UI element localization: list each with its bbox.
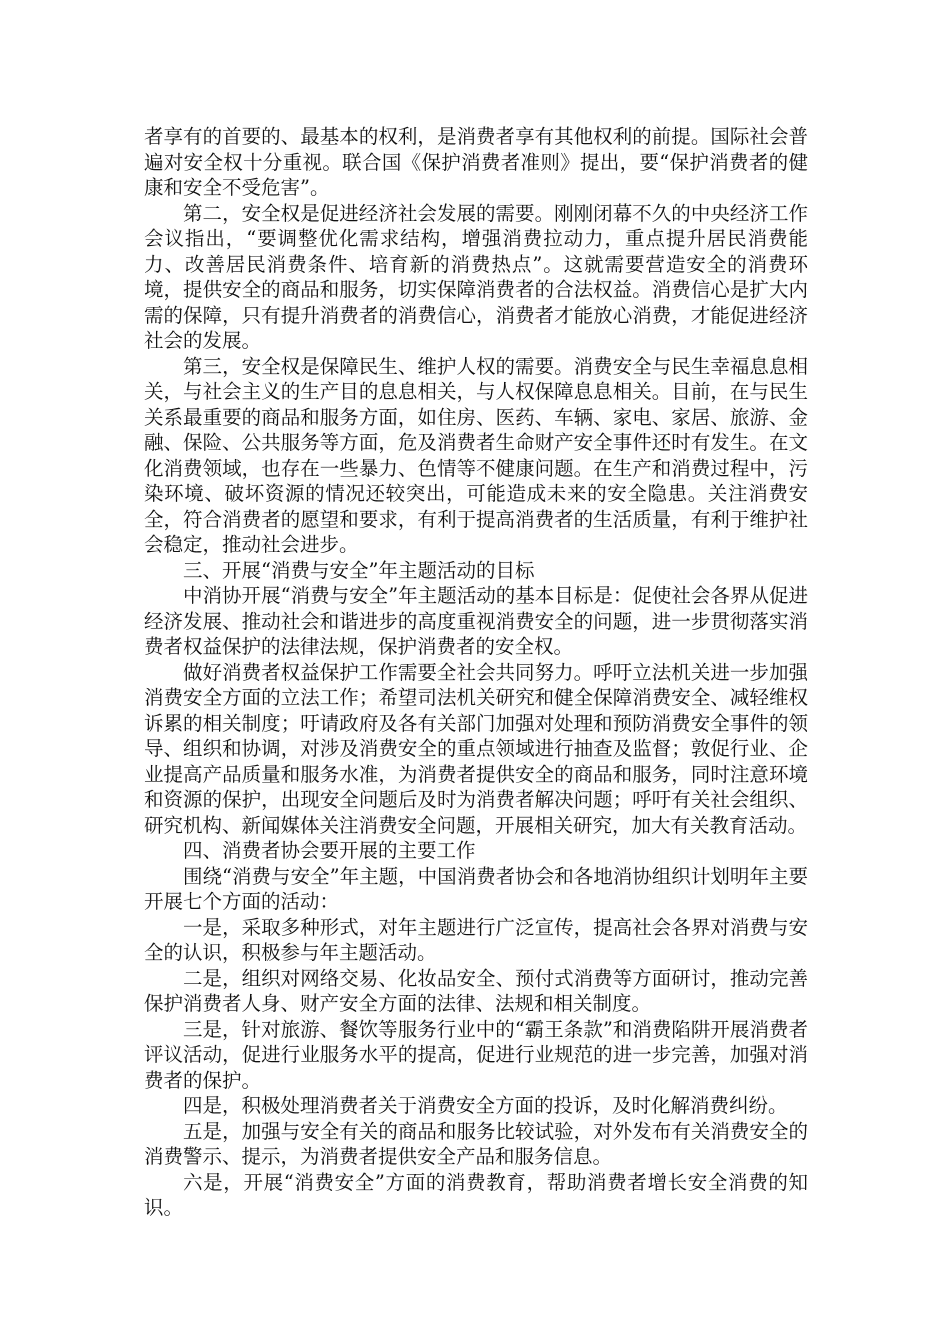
paragraph-second-point: 第二，安全权是促进经济社会发展的需要。刚刚闭幕不久的中央经济工作会议指出，“要调整优化需求结构，增强消费拉动力，重点提升居民消费能力、改善居民消费条件、培育新的消费热点”。这就需要营造安全的消费环境，提供安全的商品和服务，切实保障消费者的合法权益。消费信心是扩大内需的保障，只有提升消费者的消费信心，消费者才能放心消费，才能促进经济社会的发展。 xyxy=(144,201,808,352)
list-item-two: 二是，组织对网络交易、化妆品安全、预付式消费等方面研讨，推动完善保护消费者人身、财产安全方面的法律、法规和相关制度。 xyxy=(144,966,808,1015)
section-heading-main-work: 四、消费者协会要开展的主要工作 xyxy=(183,839,476,862)
document-page xyxy=(144,124,808,1221)
paragraph-joint-effort: 做好消费者权益保护工作需要全社会共同努力。呼吁立法机关进一步加强消费安全方面的立法工作；希望司法机关研究和健全保障消费安全、减轻维权诉累的相关制度；吁请政府及各有关部门加强对处理和预防消费安全事件的领导、组织和协调，对涉及消费安全的重点领域进行抽查及监督；敦促行业、企业提高产品质量和服务水准，为消费者提供安全的商品和服务，同时注意环境和资源的保护，出现安全问题后及时为消费者解决问题；呼吁有关社会组织、研究机构、新闻媒体关注消费安全问题，开展相关研究，加大有关教育活动。 xyxy=(144,660,808,837)
paragraph-seven-activities: 围绕“消费与安全”年主题，中国消费者协会和各地消协组织计划明年主要开展七个方面的活动： xyxy=(144,864,808,913)
paragraph-basic-goal: 中消协开展“消费与安全”年主题活动的基本目标是：促使社会各界从促进经济发展、推动社会和谐进步的高度重视消费安全的问题，进一步贯彻落实消费者权益保护的法律法规，保护消费者的安全权。 xyxy=(144,584,808,658)
list-item-five: 五是，加强与安全有关的商品和服务比较试验，对外发布有关消费安全的消费警示、提示，为消费者提供安全产品和服务信息。 xyxy=(144,1119,808,1168)
list-item-six: 六是，开展“消费安全”方面的消费教育，帮助消费者增长安全消费的知识。 xyxy=(144,1170,808,1219)
list-item-four: 四是，积极处理消费者关于消费安全方面的投诉，及时化解消费纠纷。 xyxy=(183,1094,788,1117)
list-item-one: 一是，采取多种形式，对年主题进行广泛宣传，提高社会各界对消费与安全的认识，积极参与年主题活动。 xyxy=(144,915,808,964)
paragraph-third-point: 第三，安全权是保障民生、维护人权的需要。消费安全与民生幸福息息相关，与社会主义的生产目的息息相关，与人权保障息息相关。目前，在与民生关系最重要的商品和服务方面，如住房、医药、车辆、家电、家居、旅游、金融、保险、公共服务等方面，危及消费者生命财产安全事件还时有发生。在文化消费领域，也存在一些暴力、色情等不健康问题。在生产和消费过程中，污染环境、破坏资源的情况还较突出，可能造成未来的安全隐患。关注消费安全，符合消费者的愿望和要求，有利于提高消费者的生活质量，有利于维护社会稳定，推动社会进步。 xyxy=(144,354,808,556)
paragraph-continued: 者享有的首要的、最基本的权利，是消费者享有其他权利的前提。国际社会普遍对安全权十分重视。联合国《保护消费者准则》提出，要“保护消费者的健康和安全不受危害”。 xyxy=(144,125,808,199)
section-heading-goals: 三、开展“消费与安全”年主题活动的目标 xyxy=(183,558,535,582)
list-item-three: 三是，针对旅游、餐饮等服务行业中的“霸王条款”和消费陷阱开展消费者评议活动，促进行业服务水平的提高，促进行业规范的进一步完善，加强对消费者的保护。 xyxy=(144,1017,808,1092)
